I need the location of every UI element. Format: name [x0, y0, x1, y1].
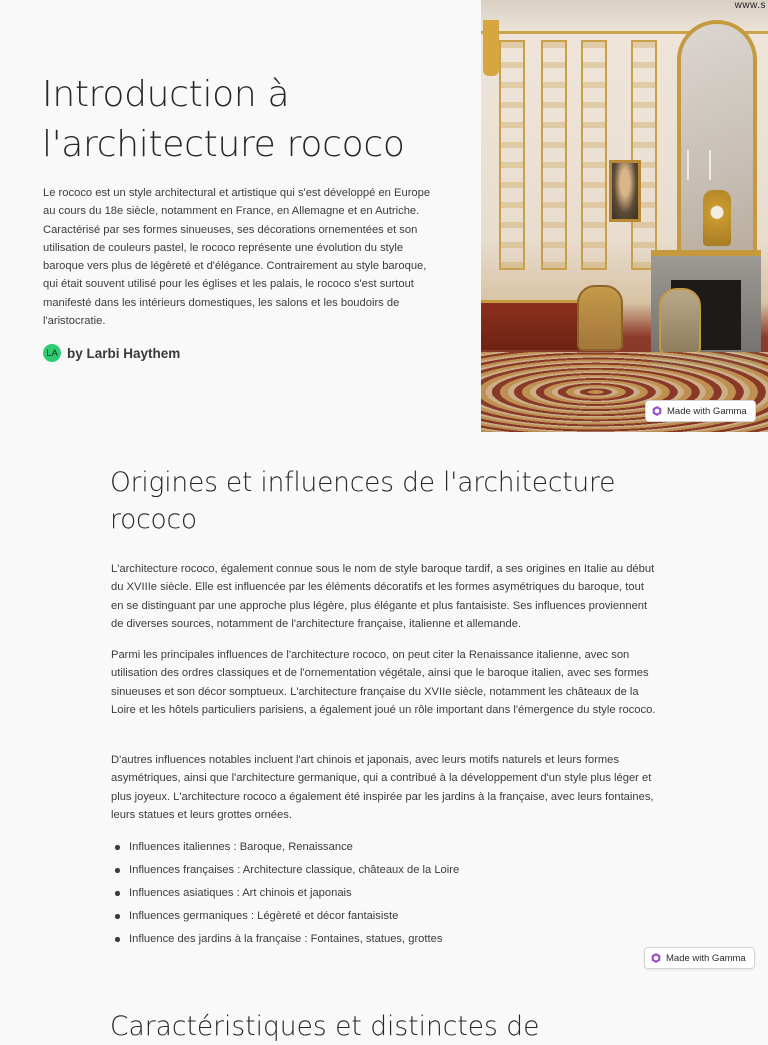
section-title: Origines et influences de l'architecture rococo: [110, 467, 616, 535]
next-section-title: Caractéristiques et distinctes de: [110, 1011, 540, 1042]
list-item: Influences asiatiques : Art chinois et japonais: [111, 884, 656, 907]
rococo-salon-image: [481, 0, 768, 432]
badge-label: Made with Gamma: [666, 952, 746, 964]
avatar: LA: [43, 344, 61, 362]
badge-label: Made with Gamma: [667, 405, 747, 417]
paragraph: D'autres influences notables incluent l'art chinois et japonais, avec leurs motifs naturels et leurs formes asymétriques, ainsi que l'architecture germanique, qui a contribué à la développement d'un style plus léger et plus joyeux. L'architecture rococo a également été inspirée par les jardins à la française, avec leurs fontaines, leurs statues et leurs grottes ornées.: [111, 754, 654, 822]
gamma-logo-icon: [652, 406, 662, 416]
gamma-logo-icon: [651, 953, 661, 963]
made-with-gamma-button[interactable]: [644, 947, 755, 969]
armchair: [577, 285, 623, 351]
portrait-painting: [609, 160, 641, 222]
slide-title: Introduction à l'architecture rococo: [42, 74, 405, 165]
slide-intro-text: Le rococo est un style architectural et artistique qui s'est développé en Europe au cours du 18e siècle, notamment en France, en Allemagne et en Autriche. Caractérisé par ses formes sinueuses, ses décorations ornementées et son utilisation de couleurs pastel, le rococo représente une évolution du style baroque vers plus de légèreté et d'élégance. Contrairement au style baroque, qui était souvent utilisé pour les églises et les palais, le rococo s'est surtout manifesté dans les intérieurs domestiques, les salons et les boudoirs de l'aristocratie.: [43, 187, 431, 328]
list-item: Influence des jardins à la française : Fontaines, statues, grottes: [111, 930, 656, 953]
paragraph: Parmi les principales influences de l'architecture rococo, on peut citer la Renaissance italienne, avec son utilisation des ordres classiques et de l'ornementation végétale, ainsi que le baroque italien, avec ses formes sinueuses et son décor somptueux. L'architecture française du XVIIe siècle, notamment les châteaux de la Loire et les hôtels particuliers parisiens, a également joué un rôle important dans l'émergence du style rococo.: [111, 649, 656, 717]
wall-panel: [581, 40, 607, 270]
author-byline: [43, 344, 180, 362]
armchair: [659, 288, 701, 354]
chandelier-shape: [483, 6, 499, 76]
wall-panel: [499, 40, 525, 270]
author-name: by Larbi Haythem: [67, 345, 181, 361]
wall-panel: [631, 40, 657, 270]
slide-origines: [0, 432, 768, 1024]
candelabra: [687, 150, 711, 180]
wall-panel: [541, 40, 567, 270]
influences-list: [111, 838, 656, 953]
mantel-clock: [703, 190, 731, 246]
paragraph: L'architecture rococo, également connue sous le nom de style baroque tardif, a ses origines en Italie au début du XVIIIe siècle. Elle est influencée par les éléments décoratifs et les formes asymétriques du baroque, tout en se distinguant par une approche plus légère, plus élégante et plus fantaisiste. Ses influences proviennent de diverses sources, notamment de l'architecture française, italienne et allemande.: [111, 563, 655, 631]
writing-desk: [481, 300, 581, 350]
image-watermark: www.s: [734, 0, 766, 11]
list-item: Influences germaniques : Légèreté et décor fantaisiste: [111, 907, 656, 930]
made-with-gamma-button[interactable]: [645, 400, 756, 422]
list-item: Influences italiennes : Baroque, Renaissance: [111, 838, 656, 861]
list-item: Influences françaises : Architecture classique, châteaux de la Loire: [111, 861, 656, 884]
